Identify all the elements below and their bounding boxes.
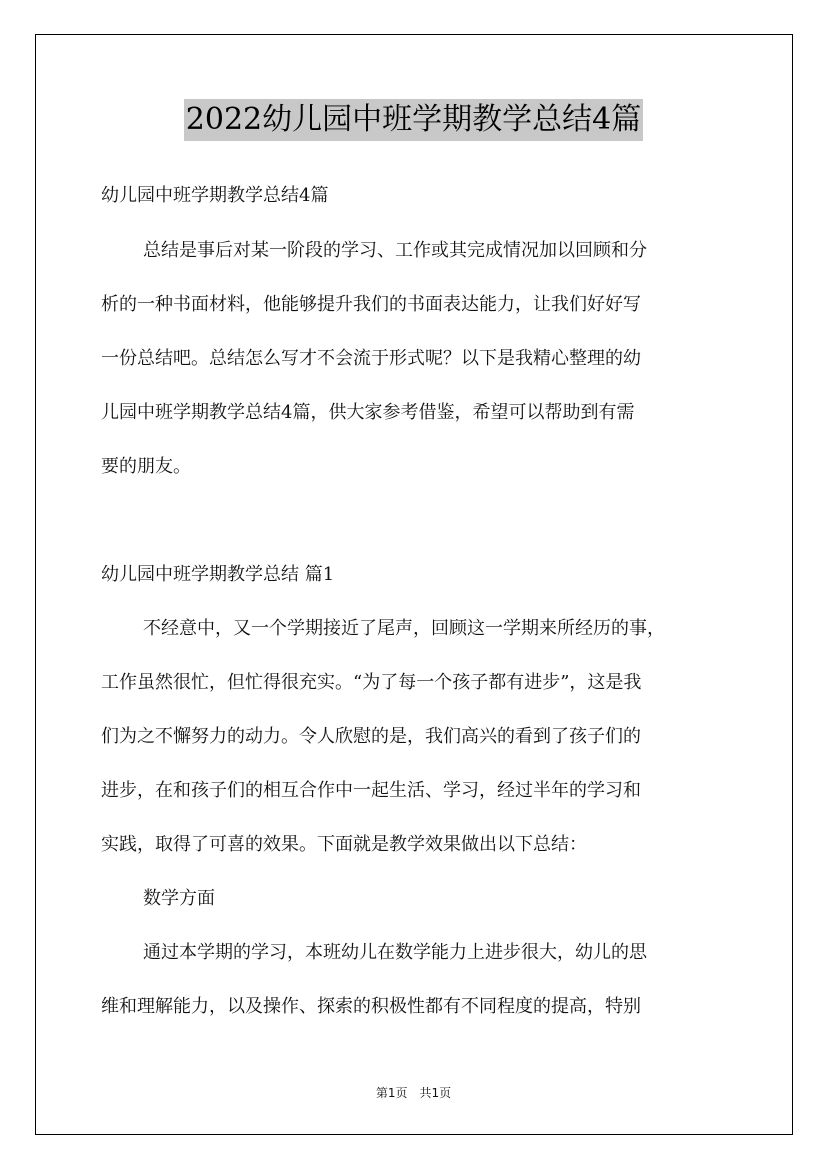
paragraph-line: 通过本学期的学习，本班幼儿在数学能力上进步很大，幼儿的思 bbox=[143, 942, 647, 963]
intro-line: 总结是事后对某一阶段的学习、工作或其完成情况加以回顾和分 bbox=[143, 240, 647, 261]
document-subtitle: 幼儿园中班学期教学总结4篇 bbox=[101, 185, 329, 206]
paragraph-line: 实践，取得了可喜的效果。下面就是教学效果做出以下总结： bbox=[101, 834, 587, 855]
intro-line: 一份总结吧。总结怎么写才不会流于形式呢？以下是我精心整理的幼 bbox=[101, 348, 641, 369]
paragraph-line: 不经意中，又一个学期接近了尾声，回顾这一学期来所经历的事， bbox=[143, 618, 665, 639]
document-title: 2022幼儿园中班学期教学总结4篇 bbox=[184, 99, 643, 141]
intro-line: 要的朋友。 bbox=[101, 456, 191, 477]
paragraph-line: 维和理解能力，以及操作、探索的积极性都有不同程度的提高，特别 bbox=[101, 996, 641, 1017]
section-heading: 幼儿园中班学期教学总结 篇1 bbox=[101, 564, 335, 585]
paragraph-line: 进步，在和孩子们的相互合作中一起生活、学习，经过半年的学习和 bbox=[101, 780, 641, 801]
intro-line: 析的一种书面材料，他能够提升我们的书面表达能力，让我们好好写 bbox=[101, 294, 641, 315]
paragraph-line: 工作虽然很忙，但忙得很充实。“为了每一个孩子都有进步”，这是我 bbox=[101, 672, 642, 693]
subheading: 数学方面 bbox=[143, 888, 215, 909]
intro-line: 儿园中班学期教学总结4篇，供大家参考借鉴，希望可以帮助到有需 bbox=[101, 402, 635, 423]
paragraph-line: 们为之不懈努力的动力。令人欣慰的是，我们高兴的看到了孩子们的 bbox=[101, 726, 641, 747]
page-footer: 第1页 共1页 bbox=[375, 1086, 452, 1100]
